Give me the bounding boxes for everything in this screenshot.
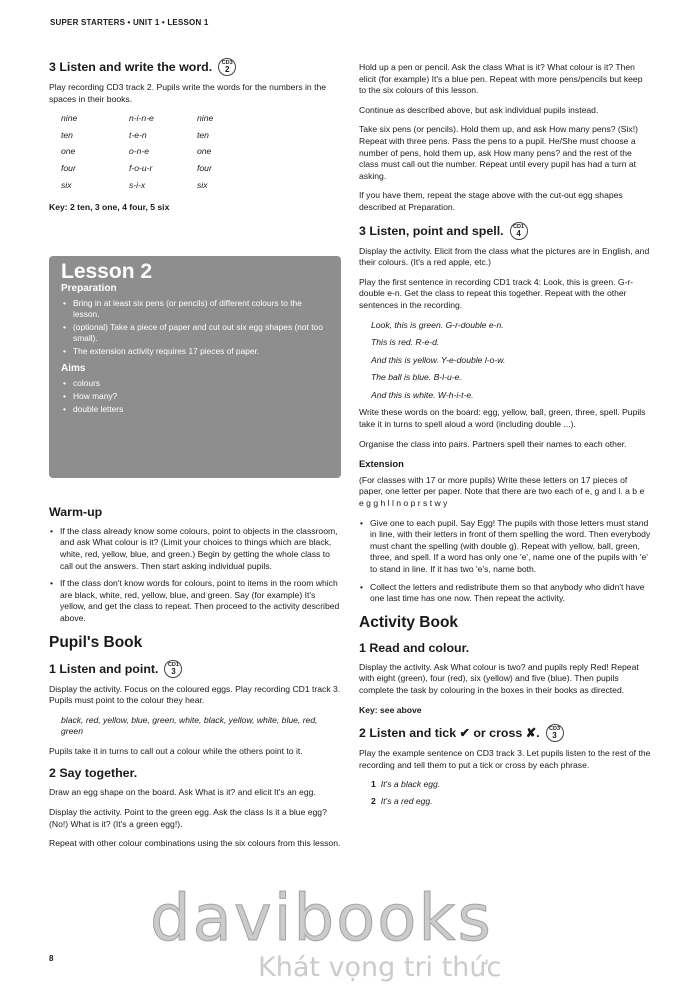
cd-icon: CD3 3 (546, 724, 564, 742)
table-row: nine n-i-n-e nine (61, 113, 214, 124)
paragraph: Display the activity. Ask What colour is two? and pupils reply Red! Repeat with eight (green), four (red), six (yellow) and five (blue). Then pupils complete the task by colouring in the boxes in their books as directed. (359, 661, 639, 695)
page-number: 8 (49, 954, 54, 963)
dialog-line: And this is yellow. Y-e-double l-o-w. (371, 354, 506, 365)
paragraph: If you have them, repeat the stage above with the cut-out egg shapes described at Preparation. (359, 190, 623, 212)
list-item: • colours (61, 378, 329, 389)
paragraph: Play the first sentence in recording CD1 track 4: Look, this is green. G-r-double e-n. Get the class to repeat this together. Repeat with the other sentences in the recording. (359, 276, 634, 310)
colour-sequence: black, red, yellow, blue, green, white, black, yellow, white, blue, red, green (61, 714, 318, 737)
numbered-item: 1 It's a black egg. (371, 779, 441, 790)
paragraph: Display the activity. Point to the green egg. Ask the class Is it a blue egg? (No!) What is it? (It's a green egg!). (49, 807, 327, 829)
section-listen-point-spell-heading (359, 222, 651, 240)
answer-key: Key: see above (359, 704, 422, 715)
aims-list (61, 378, 329, 415)
section-read-colour-heading: 1 Read and colour. (359, 640, 470, 655)
activity-book-heading: Activity Book (359, 613, 459, 631)
list-item: • How many? (61, 391, 329, 402)
paragraph: Write these words on the board: egg, yellow, ball, green, three, spell. Pupils take it in turns to spell aloud a word (including double ...). (359, 407, 646, 430)
paragraph: Hold up a pen or pencil. Ask the class What is it? What colour is it? Then elicit (for example) It's a blue pen. Repeat with more pens/pencils but keep to the six colours of this lesson. (359, 62, 643, 96)
list-item: • double letters (61, 404, 329, 415)
answer-key: Key: 2 ten, 3 one, 4 four, 5 six (49, 202, 170, 213)
left-column (49, 58, 341, 858)
table-row: six s-i-x six (61, 179, 208, 190)
section-listen-write-heading (49, 58, 341, 76)
section-title: 3 Listen and write the word. (49, 60, 213, 74)
right-column (359, 62, 651, 813)
warmup-heading: Warm-up (49, 504, 103, 519)
dialog-line: And this is white. W-h-i-t-e. (371, 389, 474, 400)
table-row: ten t-e-n ten (61, 129, 209, 140)
numbered-item: 2 It's a red egg. (371, 795, 433, 806)
lesson-box (49, 256, 341, 478)
preparation-heading: Preparation (61, 283, 117, 295)
cd-icon: CD3 2 (218, 58, 236, 76)
table-row: one o-n-e one (61, 146, 212, 157)
extension-list (359, 518, 651, 605)
paragraph: Repeat with other colour combinations using the six colours from this lesson. (49, 838, 341, 849)
paragraph: Display the activity. Elicit from the class what the pictures are in English, and their colours. (It's a red apple, etc.) (359, 245, 650, 268)
section-say-together-heading: 2 Say together. (49, 766, 138, 781)
section-title: 1 Listen and point. (49, 661, 159, 676)
paragraph: Continue as described above, but ask individual pupils instead. (359, 104, 599, 115)
list-item: • If the class don't know words for colours, point to items in the room which are black, white, red, yellow, blue, and green. Say (for example) It's yellow, and get the class to repeat. Then proceed to the activity described above. (49, 578, 341, 624)
dialog-line: The ball is blue. B-l-u-e. (371, 372, 462, 383)
dialog-lines (359, 320, 651, 402)
dialog-line: This is red. R-e-d. (371, 337, 440, 348)
aims-heading: Aims (61, 362, 86, 374)
running-header: SUPER STARTERS • UNIT 1 • LESSON 1 (50, 18, 209, 27)
paragraph: Display the activity. Focus on the coloured eggs. Play recording CD1 track 3. Pupils must point to the colour they hear. (49, 683, 341, 706)
paragraph: Take six pens (or pencils). Hold them up, and ask How many pens? (Six!) Repeat with three pens. Pass the pens to a pupil. He/She must choose a number of pens, hold them up, ask How many pens? and the rest of the class must call out the number. Repeat until every pupil has had a turn at asking. (359, 124, 638, 181)
paragraph: Organise the class into pairs. Partners spell their names to each other. (359, 438, 627, 449)
warmup-list (49, 526, 341, 625)
list-item: • Give one to each pupil. Say Egg! The pupils with those letters must stand in line, with their letters in front of them spelling the word. Then everybody must chant the spelling (with double g). Repeat with yellow, ball, green, three, and spell. If a word has only one 'e', name one of the pupils with 'e' to stand in line. If it has two 'e's, name both. (359, 518, 651, 576)
cd-icon: CD1 4 (510, 222, 528, 240)
section-listen-point-heading (49, 660, 341, 678)
extension-heading: Extension (359, 458, 404, 470)
word-table (61, 113, 265, 196)
watermark-logo: davibooks (150, 882, 493, 956)
lesson-title: Lesson 2 (61, 259, 153, 283)
paragraph: Play the example sentence on CD3 track 3. Let pupils listen to the rest of the recording and tell them to put a tick or cross by each phrase. (359, 748, 651, 770)
list-item: • Collect the letters and redistribute them so that anybody who didn't have one last time has one now. Then repeat the activity. (359, 582, 651, 605)
list-item: • The extension activity requires 17 pieces of paper. (61, 346, 329, 357)
section-title: 2 Listen and tick ✔ or cross ✘. (359, 726, 540, 741)
dialog-line: Look, this is green. G-r-double e-n. (371, 319, 504, 330)
paragraph: (For classes with 17 or more pupils) Write these letters on 17 pieces of paper, one letter per paper. Note that there are two each of e, g and l. a b e e g g h l l n o p r s t w y (359, 474, 645, 509)
paragraph: Pupils take it in turns to call out a colour while the others point to it. (49, 745, 303, 756)
section-listen-tick-heading (359, 724, 651, 742)
list-item: • If the class already know some colours, point to objects in the classroom, and ask What colour is it? (Limit your choices to things which are black, white, red, yellow, blue, and green.) Begin by getting the whole class to call out the answers. Then start asking individual pupils. (49, 526, 341, 572)
paragraph: Play recording CD3 track 2. Pupils write the words for the numbers in the spaces in their books. (49, 82, 327, 104)
section-title: 3 Listen, point and spell. (359, 223, 504, 238)
watermark-tagline: Khát vọng tri thức (258, 952, 502, 983)
preparation-list (61, 298, 329, 357)
list-item: • (optional) Take a piece of paper and cut out six egg shapes (not too small). (61, 322, 329, 344)
pupils-book-heading: Pupil's Book (49, 633, 143, 651)
cd-icon: CD1 3 (164, 660, 182, 678)
list-item: • Bring in at least six pens (or pencils) of different colours to the lesson. (61, 298, 329, 320)
paragraph: Draw an egg shape on the board. Ask What is it? and elicit It's an egg. (49, 787, 316, 798)
table-row: four f-o-u-r four (61, 162, 212, 173)
